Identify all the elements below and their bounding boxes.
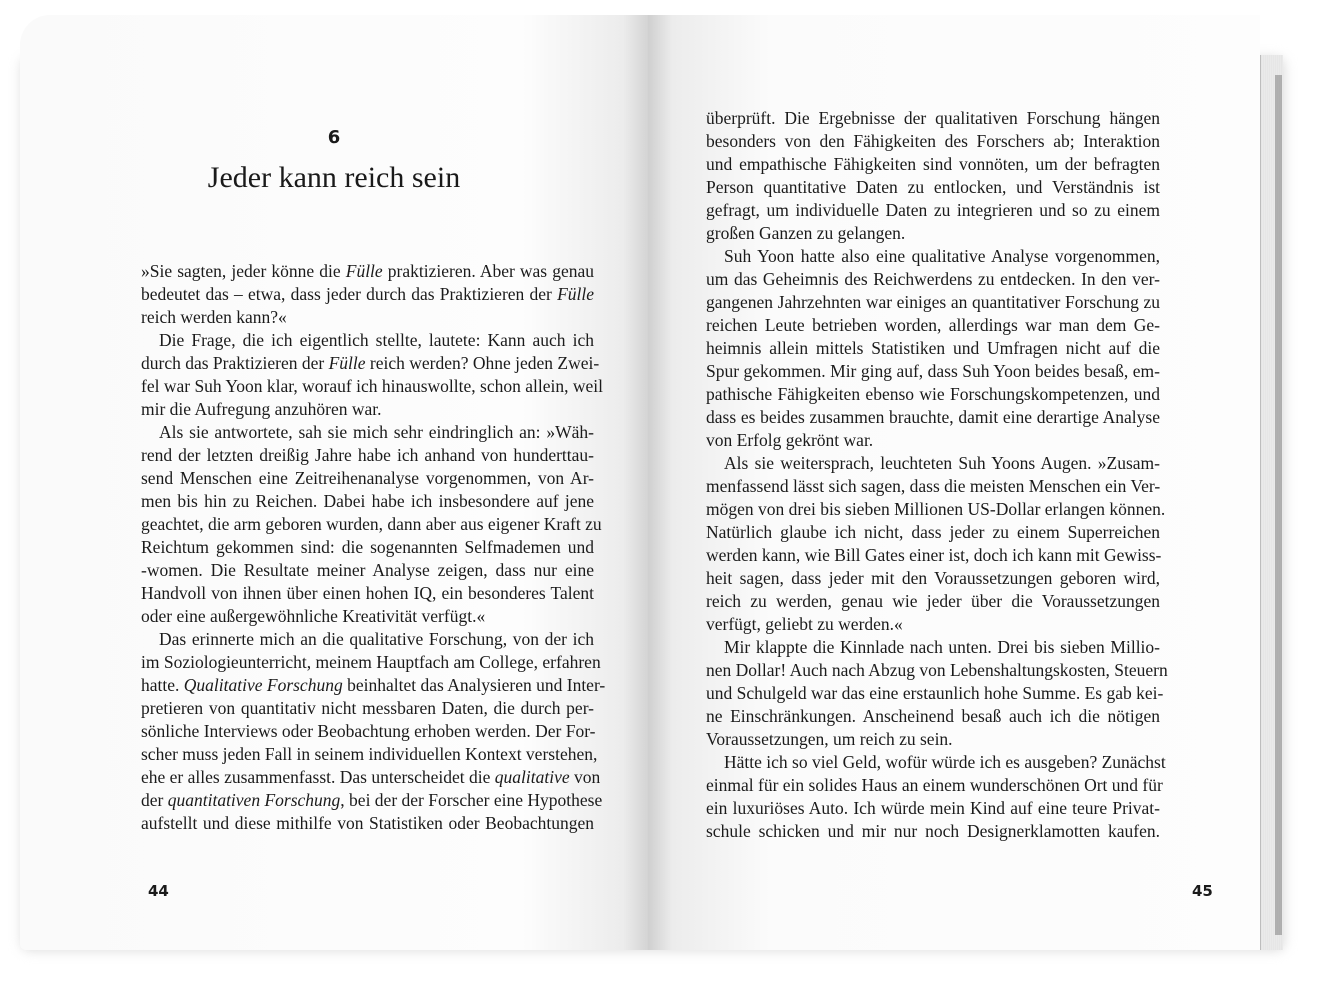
text-line: reich werden kann?«	[141, 307, 287, 327]
text-line: Spur gekommen. Mir ging auf, dass Suh Yoon beides besaß, em-	[706, 361, 1160, 381]
text-line: Als sie weitersprach, leuchteten Suh Yoons Augen. »Zusam-	[724, 453, 1160, 473]
text-line: Die Frage, die ich eigentlich stellte, lautete: Kann auch ich	[159, 330, 594, 350]
text-line: geachtet, die arm geboren wurden, dann aber aus eigener Kraft zu	[141, 514, 602, 534]
text-line: Voraussetzungen, um reich zu sein.	[706, 729, 953, 749]
text-line: schule schicken und mir nur noch Designerklamotten kaufen.	[706, 821, 1160, 841]
text-line: ne Einschränkungen. Anscheinend besaß auch ich die nötigen	[706, 706, 1160, 726]
text-line: gefragt, um individuelle Daten zu integrieren und so zu einem	[706, 200, 1160, 220]
text-line: pretieren von quantitativ nicht messbaren Daten, die durch per-	[141, 698, 594, 718]
text-line: besonders von den Fähigkeiten des Forschers ab; Interaktion	[706, 131, 1160, 151]
text-line: mögen von drei bis sieben Millionen US-Dollar erlangen können.	[706, 499, 1166, 519]
chapter-number: 6	[327, 127, 341, 148]
text-line: Hätte ich so viel Geld, wofür würde ich es ausgeben? Zunächst	[724, 752, 1166, 772]
text-line: Reichtum gekommen sind: die sogenannten Selfmademen und	[141, 537, 594, 557]
text-line: Handvoll von ihnen über einen hohen IQ, ein besonderes Talent	[141, 583, 594, 603]
page-block-shade	[1275, 75, 1282, 935]
text-line: dass es beides zusammen brauchte, damit eine derartige Analyse	[706, 407, 1160, 427]
right-page-text	[706, 107, 1168, 843]
text-line: einmal für ein solides Haus an einem wunderschönen Ort und für	[706, 775, 1163, 795]
text-line: hatte. Qualitative Forschung beinhaltet das Analysieren und Inter-	[141, 675, 606, 695]
text-line: nen Dollar! Auch nach Abzug von Lebenshaltungskosten, Steuern	[706, 660, 1168, 680]
text-line: Natürlich glaube ich nicht, dass jeder zu einem Superreichen	[706, 522, 1160, 542]
text-line: fel war Suh Yoon klar, worauf ich hinauswollte, schon allein, weil	[141, 376, 603, 396]
text-line: ehe er alles zusammenfasst. Das unterscheidet die qualitative von	[141, 767, 601, 787]
text-line: Person quantitative Daten zu entlocken, und Verständnis ist	[706, 177, 1160, 197]
text-line: bedeutet das – etwa, dass jeder durch das Praktizieren der Fülle	[141, 284, 594, 304]
page-number-left: 44	[148, 882, 169, 900]
text-line: »Sie sagten, jeder könne die Fülle praktizieren. Aber was genau	[141, 261, 594, 281]
text-line: ein luxuriöses Auto. Ich würde mein Kind auf eine teure Privat-	[706, 798, 1160, 818]
text-line: heit sagen, dass jeder mit den Voraussetzungen geboren wird,	[706, 568, 1160, 588]
text-line: überprüft. Die Ergebnisse der qualitativen Forschung hängen	[706, 108, 1160, 128]
text-line: und empathische Fähigkeiten sind vonnöten, um der befragten	[706, 154, 1160, 174]
text-line: Suh Yoon hatte also eine qualitative Analyse vorgenommen,	[724, 246, 1160, 266]
text-line: heimnis allein mittels Statistiken und Umfragen nicht auf die	[706, 338, 1160, 358]
text-line: werden kann, wie Bill Gates einer ist, doch ich kann mit Gewiss-	[706, 545, 1162, 565]
text-line: scher muss jeden Fall in seinem individuellen Kontext verstehen,	[141, 744, 598, 764]
text-line: men bis hin zu Reichen. Dabei habe ich insbesondere auf jene	[141, 491, 594, 511]
text-line: -women. Die Resultate meiner Analyse zeigen, dass nur eine	[141, 560, 594, 580]
text-line: durch das Praktizieren der Fülle reich werden? Ohne jeden Zwei-	[141, 353, 600, 373]
text-line: sönliche Interviews oder Beobachtung erhoben werden. Der For-	[141, 721, 596, 741]
text-line: reich zu werden, genau wie jeder über die Voraussetzungen	[706, 591, 1160, 611]
text-line: send Menschen eine Zeitreihenanalyse vorgenommen, von Ar-	[141, 468, 594, 488]
text-line: mir die Aufregung anzuhören war.	[141, 399, 382, 419]
text-line: um das Geheimnis des Reichwerdens zu entdecken. In den ver-	[706, 269, 1160, 289]
open-book	[20, 15, 1282, 950]
text-line: großen Ganzen zu gelangen.	[706, 223, 906, 243]
text-line: Als sie antwortete, sah sie mich sehr eindringlich an: »Wäh-	[159, 422, 594, 442]
text-line: und Schulgeld war das eine erstaunlich hohe Summe. Es gab kei-	[706, 683, 1164, 703]
text-line: der quantitativen Forschung, bei der der Forscher eine Hypothese	[141, 790, 603, 810]
text-line: pathische Fähigkeiten ebenso wie Forschungskompetenzen, und	[706, 384, 1160, 404]
left-page-text	[141, 260, 606, 835]
text-line: reichen Leute betrieben worden, allerdings war man dem Ge-	[706, 315, 1160, 335]
text-line: von Erfolg gekrönt war.	[706, 430, 874, 450]
text-line: verfügt, geliebt zu werden.«	[706, 614, 903, 634]
text-line: menfassend lässt sich sagen, dass die meisten Menschen ein Ver-	[706, 476, 1161, 496]
text-line: Mir klappte die Kinnlade nach unten. Drei bis sieben Millio-	[724, 637, 1160, 657]
chapter-title: Jeder kann reich sein	[207, 161, 461, 194]
text-line: gangenen Jahrzehnten war einiges an quantitativer Forschung zu	[706, 292, 1160, 312]
text-line: oder eine außergewöhnliche Kreativität verfügt.«	[141, 606, 486, 626]
text-line: rend der letzten dreißig Jahre habe ich anhand von hunderttau-	[141, 445, 594, 465]
page-number-right: 45	[1192, 882, 1213, 900]
text-line: im Soziologieunterricht, meinem Hauptfach am College, erfahren	[141, 652, 601, 672]
text-line: Das erinnerte mich an die qualitative Forschung, von der ich	[159, 629, 594, 649]
text-line: aufstellt und diese mithilfe von Statistiken oder Beobachtungen	[141, 813, 594, 833]
